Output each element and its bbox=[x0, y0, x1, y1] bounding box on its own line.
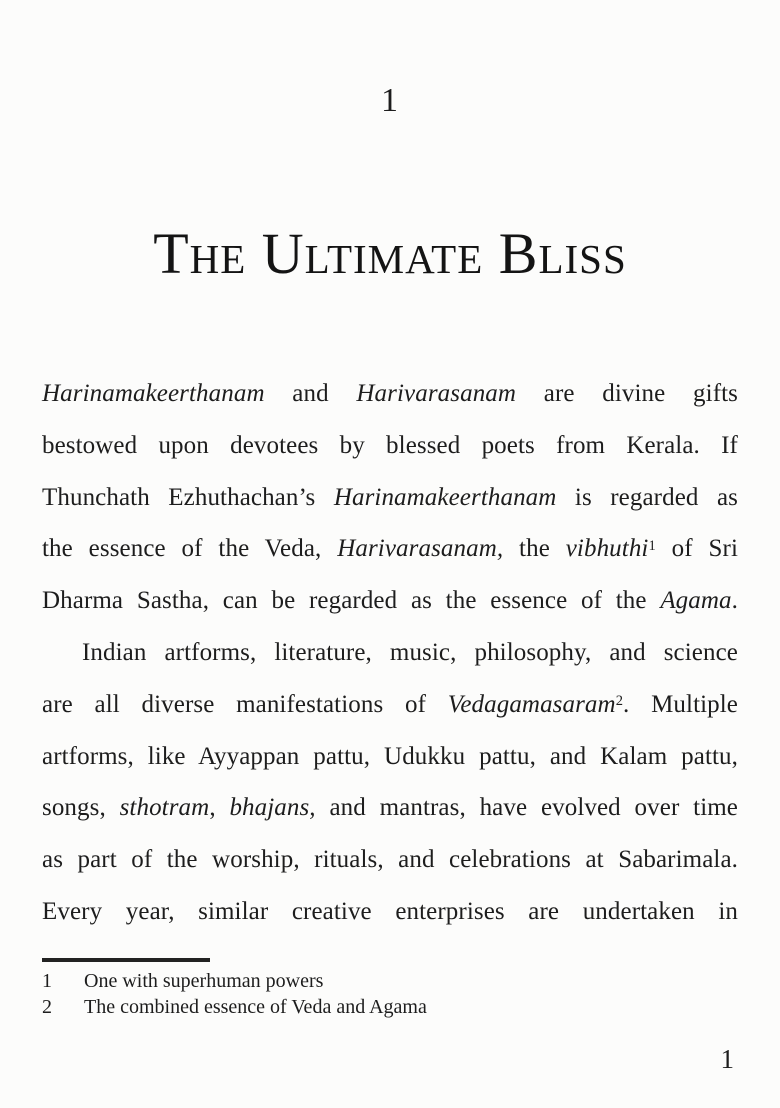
footnote-item bbox=[42, 994, 682, 1020]
body-line: bestowed upon devotees by blessed poets from Kerala. If bbox=[42, 431, 738, 459]
footnote-item bbox=[42, 968, 682, 994]
footnote-number: 2 bbox=[42, 996, 52, 1018]
footnote-reference: 1 bbox=[648, 537, 656, 554]
footnote-text: The combined essence of Veda and Agama bbox=[84, 996, 427, 1018]
footnotes bbox=[42, 968, 682, 1020]
chapter-number: 1 bbox=[381, 82, 399, 119]
chapter-title: The Ultimate Bliss bbox=[153, 221, 627, 286]
footnote-reference: 2 bbox=[615, 693, 624, 710]
body-line: Thunchath Ezhuthachan’s Harinamakeerthanam is regarded as bbox=[42, 483, 738, 511]
body-line: are all diverse manifestations of Vedagamasaram$^2$. Multiple bbox=[42, 690, 739, 718]
body-line: Indian artforms, literature, music, philosophy, and science bbox=[82, 638, 738, 666]
footnote-text: One with superhuman powers bbox=[84, 970, 324, 992]
body-text bbox=[42, 368, 738, 938]
body-line: as part of the worship, rituals, and celebrations at Sabarimala. bbox=[42, 846, 738, 874]
footnote-separator-rule bbox=[42, 958, 210, 962]
body-line: artforms, like Ayyappan pattu, Udukku pattu, and Kalam pattu, bbox=[42, 742, 738, 770]
page-number: 1 bbox=[720, 1044, 734, 1074]
body-line: Dharma Sastha, can be regarded as the essence of the Agama. bbox=[42, 587, 738, 615]
body-line: songs, sthotram, bhajans, and mantras, have evolved over time bbox=[42, 794, 738, 822]
body-line: Every year, similar creative enterprises are undertaken in bbox=[42, 897, 738, 925]
body-line: Harinamakeerthanam and Harivarasanam are divine gifts bbox=[42, 380, 738, 407]
body-line: the essence of the Veda, Harivarasanam, the vibhuthi$^1$ of Sri bbox=[42, 535, 739, 563]
footnote-number: 1 bbox=[42, 970, 52, 992]
